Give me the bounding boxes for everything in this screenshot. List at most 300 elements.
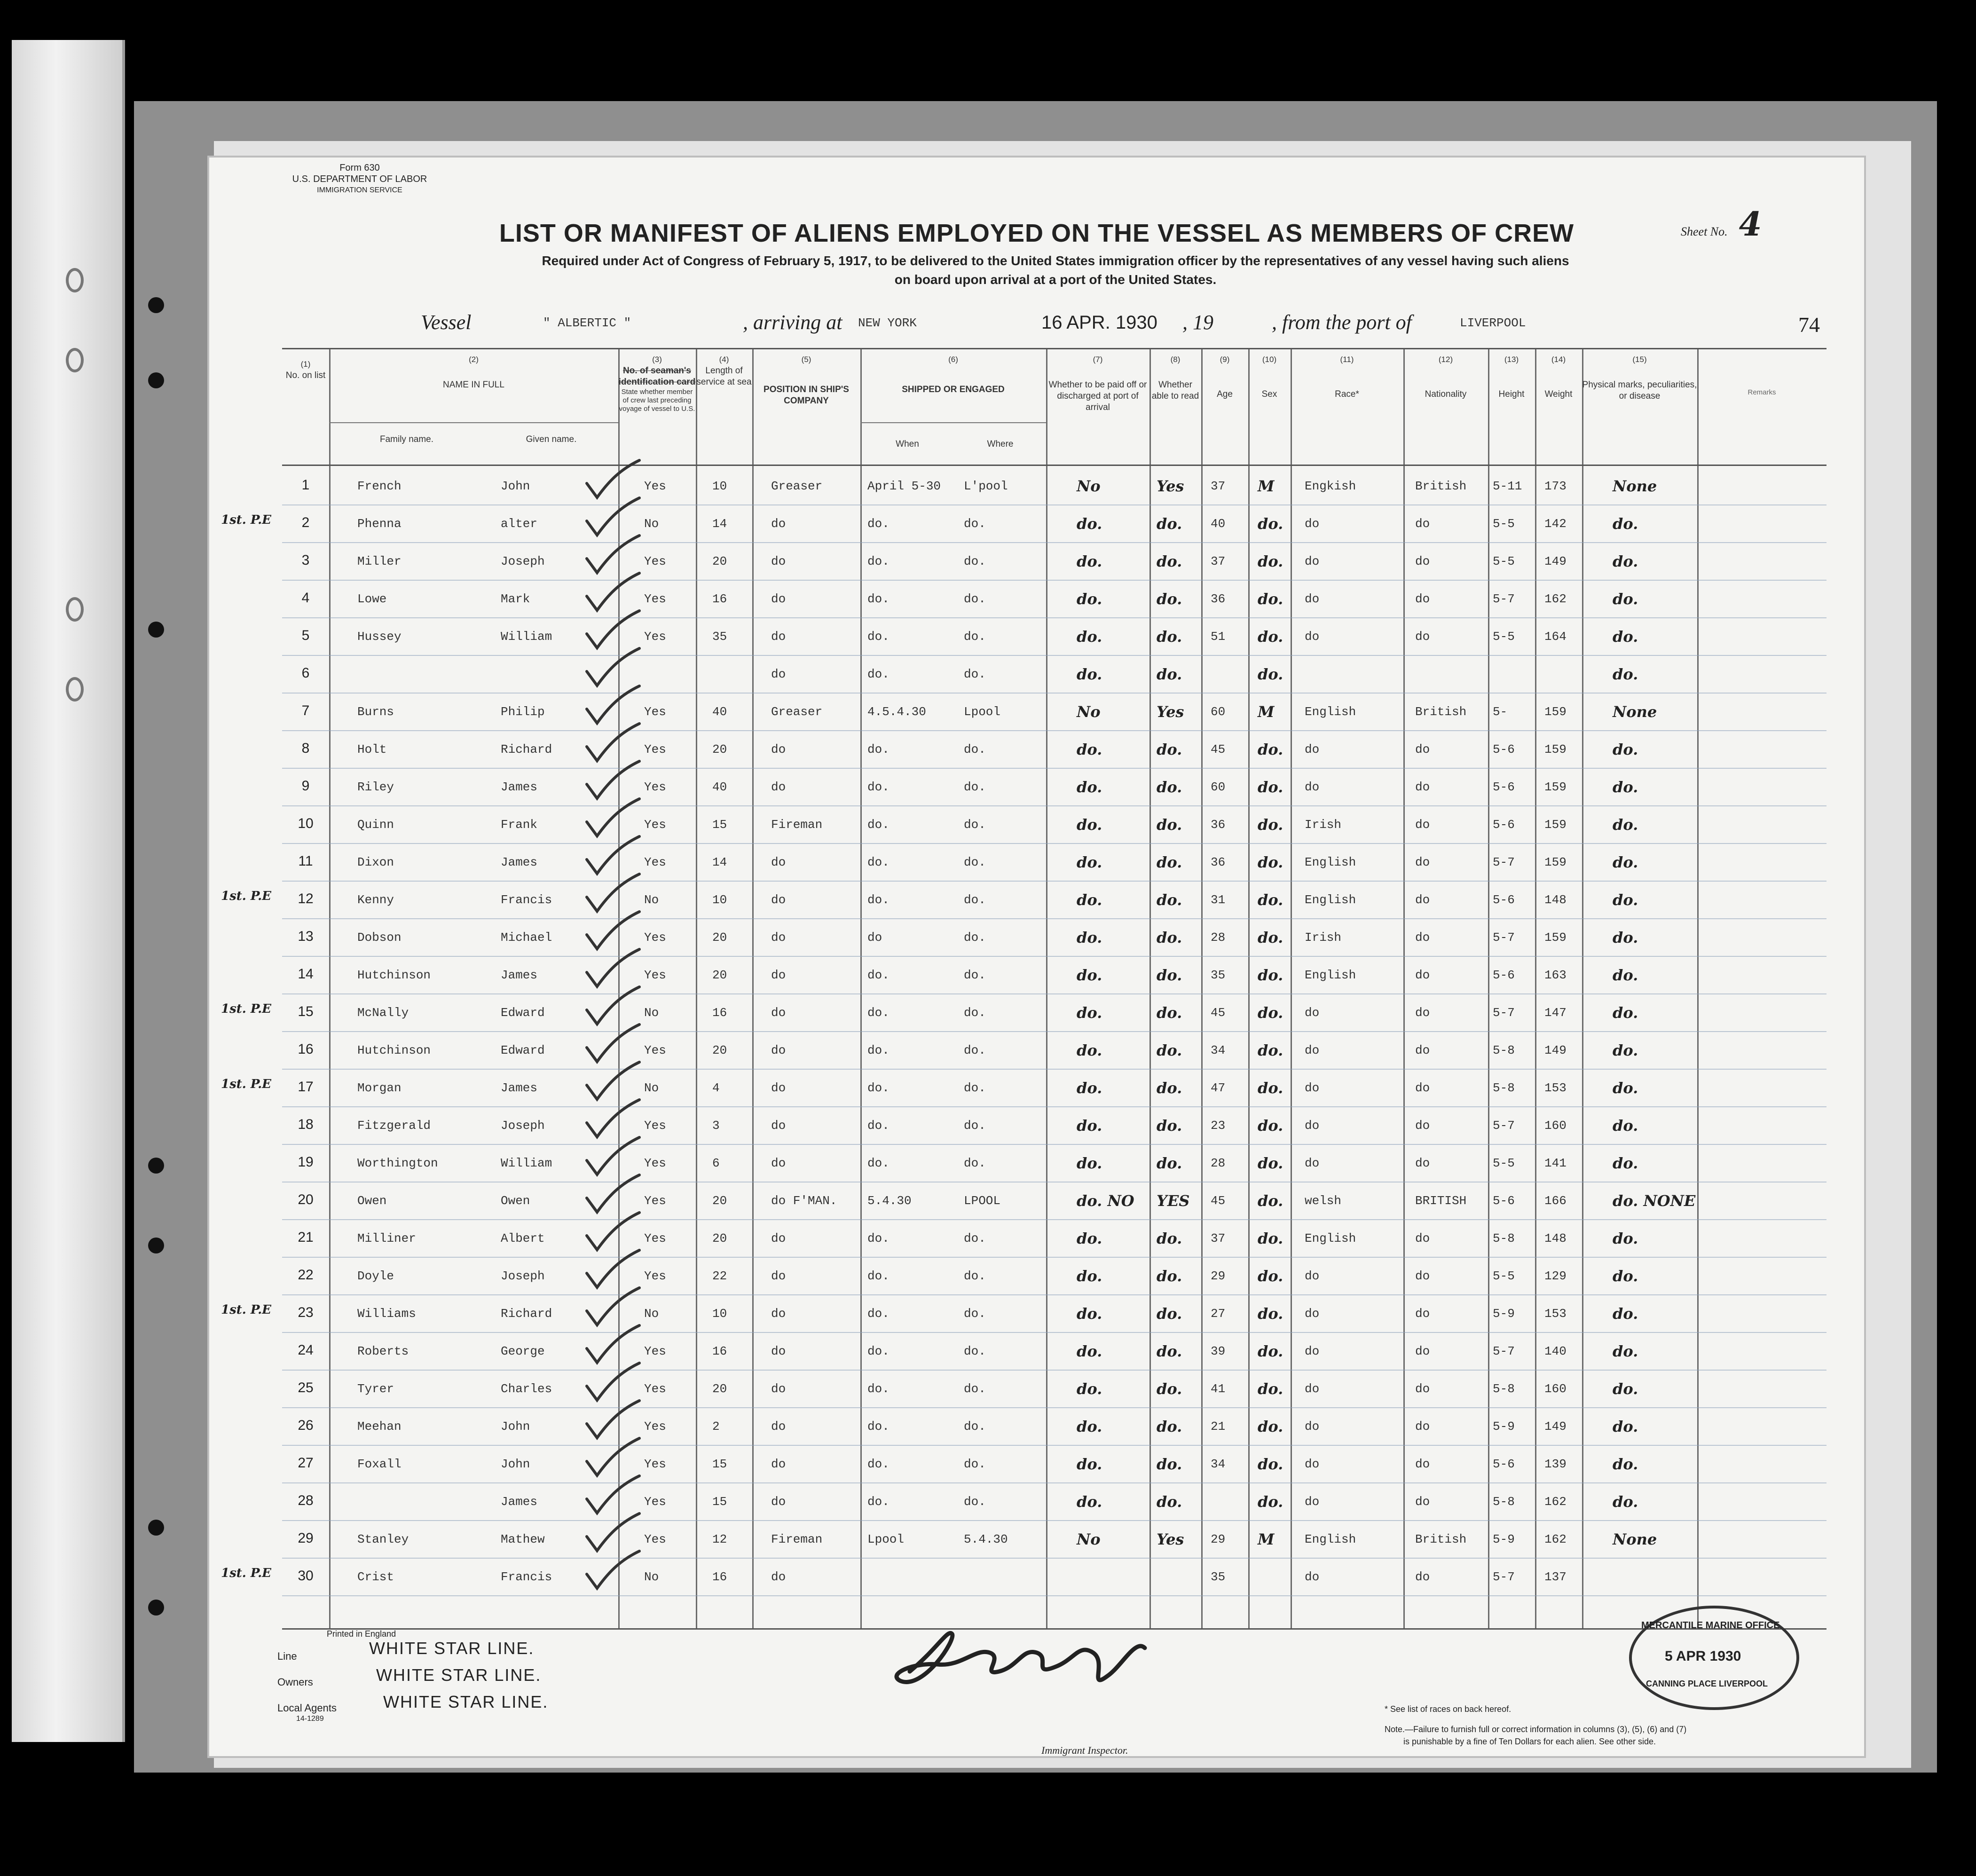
able-to-read-cell: do.: [1157, 1493, 1182, 1511]
given-name-cell: James: [501, 1495, 538, 1509]
subtitle-line-2: on board upon arrival at a port of the United States.: [894, 272, 1217, 287]
row-number: 22: [298, 1267, 314, 1283]
race-cell: do: [1305, 517, 1320, 531]
height-cell: 5-7: [1493, 1006, 1515, 1020]
form-code: 14-1289: [296, 1715, 324, 1723]
weight-cell: 164: [1544, 630, 1567, 644]
table-row: [282, 1182, 1826, 1220]
sheet-label: Sheet No.: [1681, 225, 1728, 238]
shipped-when-cell: do.: [867, 1382, 890, 1396]
position-cell: do: [771, 1269, 786, 1283]
given-name-cell: John: [501, 1457, 530, 1471]
previous-voyage-cell: Yes: [644, 818, 666, 832]
col-age-header: (9) Age: [1217, 355, 1233, 399]
height-cell: 5-8: [1493, 1231, 1515, 1245]
height-cell: 5-8: [1493, 1081, 1515, 1095]
shipped-when-cell: do.: [867, 1006, 890, 1020]
height-cell: 5-8: [1493, 1495, 1515, 1509]
ring-hole: [66, 348, 84, 372]
arriving-port: NEW YORK: [858, 316, 917, 330]
height-cell: 5-6: [1493, 742, 1515, 757]
position-cell: do: [771, 1307, 786, 1321]
position-cell: do: [771, 1231, 786, 1245]
given-name-cell: Richard: [501, 742, 552, 757]
shipped-where-cell: do.: [964, 818, 986, 832]
nationality-cell: do: [1415, 855, 1430, 869]
sex-cell: do.: [1258, 1418, 1283, 1435]
race-cell: do: [1305, 1457, 1320, 1471]
sex-cell: do.: [1258, 1493, 1283, 1511]
able-to-read-cell: do.: [1157, 590, 1182, 608]
nationality-cell: do: [1415, 1081, 1430, 1095]
height-cell: 5-7: [1493, 930, 1515, 945]
col-race-header: (11) Race*: [1335, 355, 1359, 399]
physical-marks-cell: do.: [1613, 853, 1638, 871]
physical-marks-cell: do.: [1613, 552, 1638, 570]
physical-marks-cell: do.: [1613, 966, 1638, 984]
family-name-cell: Dixon: [357, 855, 394, 869]
line-value: WHITE STAR LINE.: [369, 1639, 535, 1658]
col-family-header: Family name.: [379, 434, 434, 444]
given-name-cell: John: [501, 1419, 530, 1434]
previous-voyage-cell: Yes: [644, 705, 666, 719]
row-number: 15: [298, 1004, 314, 1019]
weight-cell: 141: [1544, 1156, 1567, 1170]
given-name-cell: Joseph: [501, 1119, 545, 1133]
age-cell: 28: [1211, 930, 1226, 945]
physical-marks-cell: do.: [1613, 1493, 1638, 1511]
check-mark-icon: [583, 683, 644, 725]
physical-marks-cell: do. NONE: [1613, 1192, 1696, 1210]
family-name-cell: Meehan: [357, 1419, 401, 1434]
height-cell: 5-7: [1493, 1344, 1515, 1358]
given-name-cell: William: [501, 1156, 552, 1170]
position-cell: do: [771, 1419, 786, 1434]
family-name-cell: Kenny: [357, 893, 394, 907]
margin-note: 1st. P.E: [221, 1566, 271, 1580]
nationality-cell: do: [1415, 1269, 1430, 1283]
weight-cell: 159: [1544, 930, 1567, 945]
family-name-cell: Dobson: [357, 930, 401, 945]
punch-hole: [148, 622, 164, 638]
service-length-cell: 20: [712, 1382, 727, 1396]
age-cell: 28: [1211, 1156, 1226, 1170]
service-length-cell: 16: [712, 1570, 727, 1584]
weight-cell: 142: [1544, 517, 1567, 531]
able-to-read-cell: YES: [1157, 1192, 1190, 1210]
shipped-where-cell: do.: [964, 554, 986, 568]
race-cell: do: [1305, 1307, 1320, 1321]
shipped-where-cell: do.: [964, 930, 986, 945]
height-cell: 5-6: [1493, 1194, 1515, 1208]
family-name-cell: Holt: [357, 742, 387, 757]
col-shipped-header: (6) SHIPPED OR ENGAGED: [902, 355, 1005, 394]
shipped-where-cell: do.: [964, 742, 986, 757]
shipped-where-cell: do.: [964, 1156, 986, 1170]
ring-hole: [66, 677, 84, 702]
sex-cell: do.: [1258, 590, 1283, 608]
row-number: 14: [298, 966, 314, 982]
check-mark-icon: [583, 1135, 644, 1177]
previous-voyage-cell: Yes: [644, 1382, 666, 1396]
previous-voyage-cell: No: [644, 1570, 659, 1584]
races-note: * See list of races on back hereof.: [1385, 1704, 1512, 1714]
race-cell: do: [1305, 780, 1320, 794]
check-mark-icon: [583, 1360, 644, 1403]
penalty-note: [1385, 1723, 1686, 1748]
position-cell: do: [771, 893, 786, 907]
previous-voyage-cell: Yes: [644, 1269, 666, 1283]
vessel-label: Vessel: [421, 311, 472, 334]
shipped-where-cell: do.: [964, 1269, 986, 1283]
shipped-where-cell: do.: [964, 1382, 986, 1396]
age-cell: 37: [1211, 554, 1226, 568]
shipped-where-cell: do.: [964, 1495, 986, 1509]
weight-cell: 160: [1544, 1119, 1567, 1133]
service-length-cell: 4: [712, 1081, 720, 1095]
shipped-where-cell: do.: [964, 1231, 986, 1245]
given-name-cell: Joseph: [501, 554, 545, 568]
table-row: [282, 693, 1826, 731]
paid-off-cell: do.: [1077, 590, 1102, 608]
row-number: 20: [298, 1192, 314, 1207]
previous-voyage-cell: Yes: [644, 1156, 666, 1170]
col-no-header: (1) No. on list: [285, 360, 326, 380]
weight-cell: 159: [1544, 705, 1567, 719]
weight-cell: 140: [1544, 1344, 1567, 1358]
shipped-when-cell: do.: [867, 1457, 890, 1471]
service-length-cell: 20: [712, 1194, 727, 1208]
age-cell: 21: [1211, 1419, 1226, 1434]
shipped-where-cell: do.: [964, 517, 986, 531]
table-row: [221, 1558, 1826, 1596]
age-cell: 29: [1211, 1532, 1226, 1546]
height-cell: 5-7: [1493, 1119, 1515, 1133]
able-to-read-cell: do.: [1157, 853, 1182, 871]
height-cell: 5-6: [1493, 780, 1515, 794]
service-length-cell: 16: [712, 1344, 727, 1358]
family-name-cell: Tyrer: [357, 1382, 394, 1396]
shipped-where-cell: do.: [964, 1006, 986, 1020]
paid-off-cell: do.: [1077, 966, 1102, 984]
table-row: [221, 1069, 1826, 1107]
sex-cell: do.: [1258, 1154, 1283, 1172]
year-label: , 19: [1182, 311, 1213, 334]
col-read-header: (8) Whether able to read: [1151, 355, 1199, 401]
check-mark-icon: [583, 533, 644, 575]
owners-label: Owners: [277, 1676, 313, 1688]
race-cell: do: [1305, 1043, 1320, 1057]
sex-cell: do.: [1258, 628, 1283, 646]
paid-off-cell: do.: [1077, 628, 1102, 646]
shipped-where-cell: do.: [964, 1043, 986, 1057]
previous-voyage-cell: Yes: [644, 1043, 666, 1057]
row-number: 27: [298, 1455, 314, 1471]
row-number: 7: [301, 703, 310, 718]
shipped-when-cell: do.: [867, 1081, 890, 1095]
race-cell: do: [1305, 630, 1320, 644]
position-cell: do F'MAN.: [771, 1194, 837, 1208]
race-cell: Engkish: [1305, 479, 1356, 493]
manifest-table: [221, 348, 1826, 1630]
previous-voyage-cell: Yes: [644, 630, 666, 644]
paid-off-cell: do.: [1077, 741, 1102, 758]
race-cell: do: [1305, 1006, 1320, 1020]
check-mark-icon: [583, 909, 644, 951]
penalty-note-line-1: Note.—Failure to furnish full or correct information in columns (3), (5), (6) and (7): [1385, 1725, 1687, 1734]
nationality-cell: British: [1415, 479, 1467, 493]
position-cell: do: [771, 1043, 786, 1057]
paid-off-cell: do.: [1077, 929, 1102, 946]
position-cell: do: [771, 1081, 786, 1095]
family-name-cell: Hutchinson: [357, 1043, 431, 1057]
position-cell: do: [771, 742, 786, 757]
punch-hole: [148, 1600, 164, 1616]
sex-cell: do.: [1258, 778, 1283, 796]
service-length-cell: 2: [712, 1419, 720, 1434]
previous-voyage-cell: Yes: [644, 855, 666, 869]
position-cell: do: [771, 780, 786, 794]
family-name-cell: Owen: [357, 1194, 387, 1208]
row-number: 12: [298, 891, 314, 906]
position-cell: do: [771, 1382, 786, 1396]
able-to-read-cell: do.: [1157, 1305, 1182, 1323]
given-name-cell: Frank: [501, 818, 538, 832]
weight-cell: 153: [1544, 1081, 1567, 1095]
race-cell: do: [1305, 1156, 1320, 1170]
able-to-read-cell: do.: [1157, 628, 1182, 646]
punch-hole: [148, 297, 164, 313]
shipped-when-cell: do.: [867, 818, 890, 832]
paid-off-cell: do.: [1077, 552, 1102, 570]
physical-marks-cell: do.: [1613, 1455, 1638, 1473]
shipped-when-cell: 5.4.30: [867, 1194, 912, 1208]
sex-cell: do.: [1258, 853, 1283, 871]
paid-off-cell: do.: [1077, 1004, 1102, 1022]
able-to-read-cell: do.: [1157, 1418, 1182, 1435]
physical-marks-cell: do.: [1613, 1305, 1638, 1323]
shipped-where-cell: do.: [964, 1119, 986, 1133]
paid-off-cell: No: [1077, 477, 1101, 495]
row-number: 1: [301, 477, 310, 493]
nationality-cell: do: [1415, 554, 1430, 568]
height-cell: 5-5: [1493, 517, 1515, 531]
given-name-cell: John: [501, 479, 530, 493]
family-name-cell: Stanley: [357, 1532, 409, 1546]
age-cell: 40: [1211, 517, 1226, 531]
shipped-when-cell: do.: [867, 592, 890, 606]
service-length-cell: 14: [712, 517, 727, 531]
service-length-cell: 3: [712, 1119, 720, 1133]
sex-cell: M: [1258, 1530, 1275, 1548]
family-name-cell: Quinn: [357, 818, 394, 832]
age-cell: 29: [1211, 1269, 1226, 1283]
paid-off-cell: do.: [1077, 665, 1102, 683]
service-length-cell: 20: [712, 1231, 727, 1245]
family-name-cell: Doyle: [357, 1269, 394, 1283]
height-cell: 5-: [1493, 705, 1508, 719]
nationality-cell: do: [1415, 1043, 1430, 1057]
shipped-when-cell: do.: [867, 780, 890, 794]
physical-marks-cell: do.: [1613, 1380, 1638, 1398]
table-row: [282, 542, 1826, 581]
position-cell: do: [771, 667, 786, 681]
service-length-cell: 40: [712, 705, 727, 719]
col-height-header: (13) Height: [1498, 355, 1525, 399]
shipped-when-cell: do.: [867, 517, 890, 531]
margin-note: 1st. P.E: [221, 1077, 271, 1091]
sex-cell: M: [1258, 477, 1275, 495]
height-cell: 5-5: [1493, 630, 1515, 644]
col-given-header: Given name.: [526, 434, 577, 444]
ring-hole: [66, 268, 84, 292]
shipped-where-cell: do.: [964, 1307, 986, 1321]
race-cell: English: [1305, 855, 1356, 869]
shipped-where-cell: do.: [964, 592, 986, 606]
nationality-cell: do: [1415, 893, 1430, 907]
shipped-when-cell: do.: [867, 630, 890, 644]
sex-cell: do.: [1258, 741, 1283, 758]
margin-note: 1st. P.E: [221, 889, 271, 903]
age-cell: 39: [1211, 1344, 1226, 1358]
row-number: 11: [298, 853, 313, 869]
shipped-when-cell: April 5-30: [867, 479, 941, 493]
shipped-when-cell: do.: [867, 1043, 890, 1057]
height-cell: 5-9: [1493, 1419, 1515, 1434]
vessel-name: " ALBERTIC ": [543, 316, 631, 330]
sex-cell: do.: [1258, 816, 1283, 834]
given-name-cell: Edward: [501, 1006, 545, 1020]
shipped-where-cell: do.: [964, 1419, 986, 1434]
given-name-cell: Charles: [501, 1382, 552, 1396]
paid-off-cell: do.: [1077, 1493, 1102, 1511]
sex-cell: do.: [1258, 929, 1283, 946]
nationality-cell: do: [1415, 1231, 1430, 1245]
paid-off-cell: do.: [1077, 1230, 1102, 1247]
check-mark-icon: [583, 1210, 644, 1252]
form-header: [280, 162, 440, 196]
previous-voyage-cell: No: [644, 1081, 659, 1095]
family-name-cell: Riley: [357, 780, 394, 794]
row-number: 19: [298, 1154, 314, 1170]
family-name-cell: Hussey: [357, 630, 401, 644]
from-port-label: , from the port of: [1272, 311, 1412, 334]
weight-cell: 159: [1544, 742, 1567, 757]
service-length-cell: 35: [712, 630, 727, 644]
nationality-cell: do: [1415, 517, 1430, 531]
check-mark-icon: [583, 834, 644, 876]
col-where-header: Where: [987, 439, 1014, 449]
position-cell: do: [771, 1457, 786, 1471]
able-to-read-cell: do.: [1157, 1230, 1182, 1247]
margin-note: 1st. P.E: [221, 1002, 271, 1016]
shipped-when-cell: do.: [867, 1269, 890, 1283]
given-name-cell: Albert: [501, 1231, 545, 1245]
nationality-cell: do: [1415, 1495, 1430, 1509]
given-name-cell: Mark: [501, 592, 530, 606]
paid-off-cell: do.: [1077, 816, 1102, 834]
arriving-label: , arriving at: [743, 311, 842, 334]
shipped-where-cell: L'pool: [964, 479, 1008, 493]
weight-cell: 147: [1544, 1006, 1567, 1020]
position-cell: Fireman: [771, 818, 823, 832]
physical-marks-cell: do.: [1613, 628, 1638, 646]
table-row: [282, 655, 1826, 694]
height-cell: 5-6: [1493, 968, 1515, 982]
table-row: [282, 1257, 1826, 1295]
shipped-where-cell: do.: [964, 893, 986, 907]
shipped-when-cell: do: [867, 930, 882, 945]
physical-marks-cell: do.: [1613, 929, 1638, 946]
service-length-cell: 22: [712, 1269, 727, 1283]
nationality-cell: do: [1415, 1457, 1430, 1471]
table-row: [282, 1031, 1826, 1070]
col-when-header: When: [896, 439, 919, 449]
previous-voyage-cell: Yes: [644, 780, 666, 794]
voyage-line: [209, 310, 1864, 339]
nationality-cell: do: [1415, 592, 1430, 606]
agents-label: Local Agents: [277, 1702, 337, 1714]
physical-marks-cell: do.: [1613, 741, 1638, 758]
position-cell: Greaser: [771, 479, 823, 493]
stamp-date: 5 APR 1930: [1665, 1648, 1741, 1664]
table-row: [282, 730, 1826, 769]
shipped-when-cell: do.: [867, 554, 890, 568]
sex-cell: do.: [1258, 665, 1283, 683]
nationality-cell: do: [1415, 1570, 1430, 1584]
weight-cell: 139: [1544, 1457, 1567, 1471]
check-mark-icon: [583, 457, 644, 500]
sex-cell: do.: [1258, 1041, 1283, 1059]
stamp-bottom-text: CANNING PLACE LIVERPOOL: [1646, 1679, 1768, 1688]
shipped-when-cell: do.: [867, 1231, 890, 1245]
nationality-cell: do: [1415, 630, 1430, 644]
paid-off-cell: do.: [1077, 515, 1102, 533]
margin-note: 1st. P.E: [221, 513, 271, 527]
row-number: 4: [301, 590, 310, 606]
age-cell: 35: [1211, 968, 1226, 982]
check-mark-icon: [583, 608, 644, 650]
physical-marks-cell: do.: [1613, 1041, 1638, 1059]
row-number: 8: [301, 741, 310, 756]
table-row: [282, 1219, 1826, 1258]
sex-cell: do.: [1258, 1192, 1283, 1210]
shipped-where-cell: do.: [964, 1081, 986, 1095]
row-number: 5: [301, 628, 310, 643]
footer-block: [256, 1629, 867, 1742]
weight-cell: 153: [1544, 1307, 1567, 1321]
previous-voyage-cell: Yes: [644, 742, 666, 757]
shipped-when-cell: 4.5.4.30: [867, 705, 926, 719]
position-cell: do: [771, 855, 786, 869]
paid-off-cell: do.: [1077, 778, 1102, 796]
row-number: 23: [298, 1305, 314, 1320]
service-length-cell: 12: [712, 1532, 727, 1546]
check-mark-icon: [583, 984, 644, 1026]
nationality-cell: do: [1415, 1344, 1430, 1358]
weight-cell: 148: [1544, 893, 1567, 907]
previous-voyage-cell: No: [644, 1006, 659, 1020]
height-cell: 5-5: [1493, 1269, 1515, 1283]
service-length-cell: 15: [712, 1495, 727, 1509]
race-cell: Irish: [1305, 930, 1342, 945]
family-name-cell: Miller: [357, 554, 401, 568]
shipped-where-cell: 5.4.30: [964, 1532, 1008, 1546]
service-length-cell: 20: [712, 968, 727, 982]
weight-cell: 163: [1544, 968, 1567, 982]
position-cell: do: [771, 930, 786, 945]
physical-marks-cell: do.: [1613, 1267, 1638, 1285]
